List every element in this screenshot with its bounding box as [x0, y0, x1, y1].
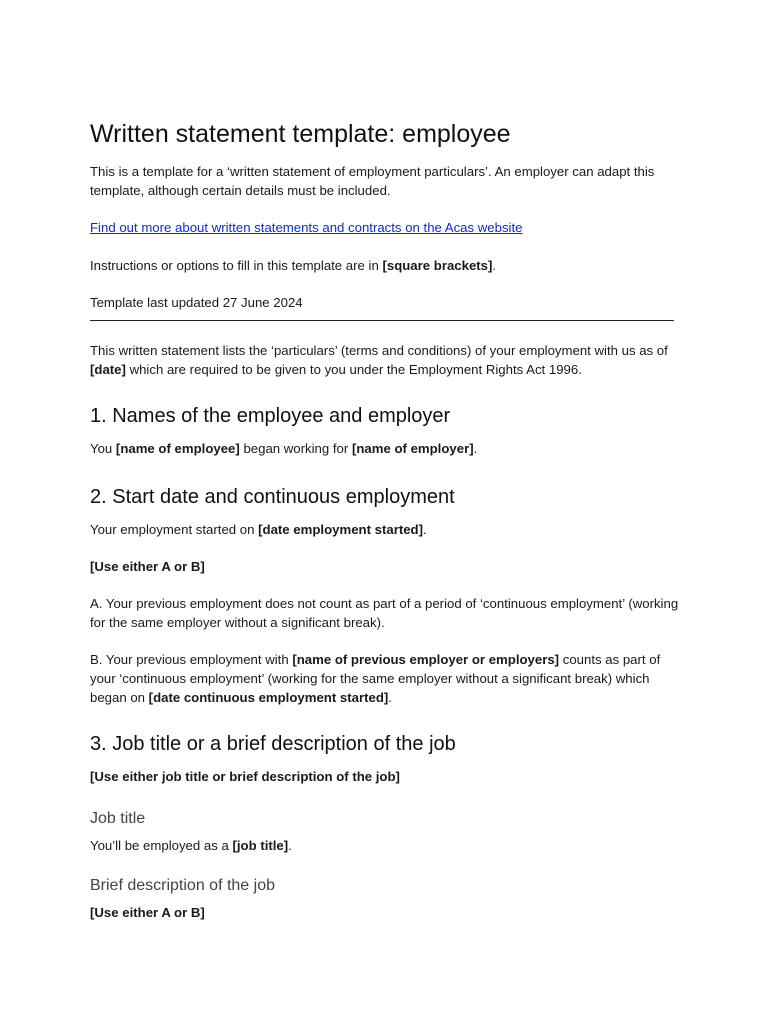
s2-start-text: Your employment started on: [90, 522, 259, 537]
job-title-heading: Job title: [90, 810, 146, 827]
section-2-heading: 2. Start date and continuous employment: [90, 486, 455, 508]
section-1-heading: 1. Names of the employee and employer: [90, 405, 451, 427]
statement-date-bold: [date]: [90, 362, 126, 377]
instructions-end: .: [492, 258, 497, 273]
s2-start-end: .: [423, 522, 427, 537]
s1-text-3: .: [473, 441, 478, 456]
s2b-text-3: .: [388, 690, 392, 705]
instructions-text: Instructions or options to fill in this template are in: [90, 258, 383, 273]
job-title-paragraph: [90, 836, 680, 855]
statement-text: This written statement lists the ‘particulars’ (terms and conditions) of your employment with us as of: [90, 343, 668, 358]
acas-link[interactable]: Find out more about written statements and contracts on the Acas website: [90, 220, 523, 235]
section-2-start-paragraph: [90, 520, 680, 539]
intro-paragraph: This is a template for a ‘written statement of employment particulars’. An employer can adapt this template, although certain details must be included.: [90, 164, 655, 198]
acas-link-paragraph: [90, 218, 680, 237]
s2b-text-2: counts as part of your ‘continuous employment’ (working for the same employer without a significant break) which began on: [90, 652, 661, 705]
brief-choice-bold: [Use either A or B]: [90, 905, 205, 920]
brief-description-heading: Brief description of the job: [90, 877, 275, 894]
page-title: Written statement template: employee: [90, 120, 511, 148]
instructions-bold: [square brackets]: [382, 258, 493, 273]
job-title-end: .: [288, 838, 292, 853]
job-title-bold: [job title]: [232, 838, 289, 853]
s1-text-1: You: [90, 441, 116, 456]
statement-text-end: which are required to be given to you under the Employment Rights Act 1996.: [125, 362, 582, 377]
brief-description-choice: [90, 903, 680, 922]
s1-employee-bold: [name of employee]: [115, 441, 240, 456]
s2-start-bold: [date employment started]: [258, 522, 424, 537]
section-3-heading: 3. Job title or a brief description of the job: [90, 733, 456, 755]
statement-paragraph: [90, 341, 680, 379]
section-3-choice: [90, 767, 680, 786]
last-updated: Template last updated 27 June 2024: [90, 295, 303, 310]
s1-employer-bold: [name of employer]: [351, 441, 474, 456]
section-2-option-b: [90, 650, 680, 707]
document-content: [90, 118, 680, 922]
section-2-option-a: A. Your previous employment does not count as part of a period of ‘continuous employment’ (working for the same employer without a significant break).: [90, 596, 679, 630]
s2-choice-bold: [Use either A or B]: [90, 559, 205, 574]
divider: [90, 320, 674, 321]
instructions-paragraph: [90, 256, 680, 275]
s2b-bold-2: [date continuous employment started]: [148, 690, 389, 705]
s1-text-2: began working for: [239, 441, 352, 456]
job-title-text: You’ll be employed as a: [90, 838, 233, 853]
s3-choice-bold: [Use either job title or brief description of the job]: [90, 769, 400, 784]
section-2-choice: [90, 557, 680, 576]
s2b-text-1: B. Your previous employment with: [90, 652, 293, 667]
s2b-bold-1: [name of previous employer or employers]: [292, 652, 560, 667]
section-1-paragraph: [90, 439, 680, 458]
